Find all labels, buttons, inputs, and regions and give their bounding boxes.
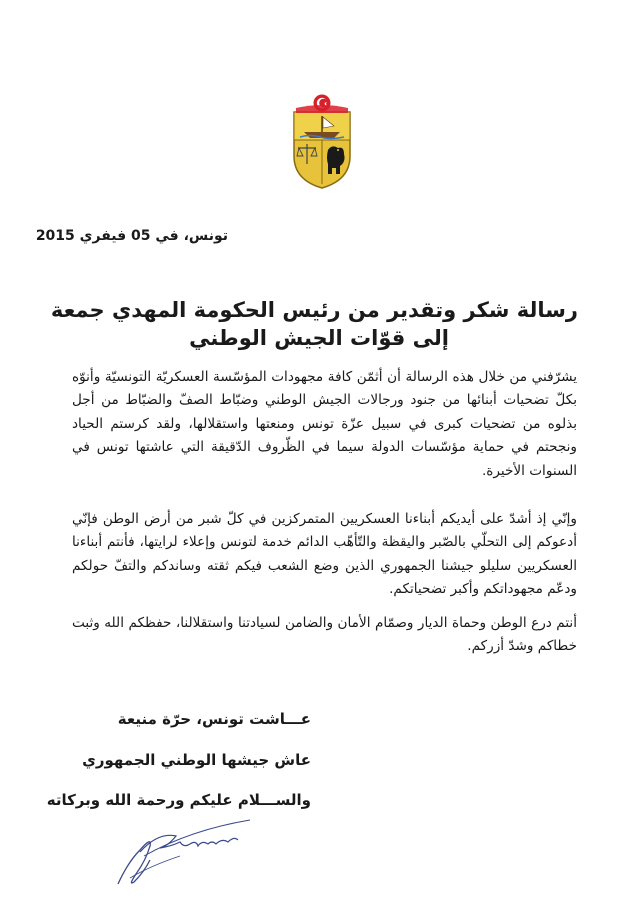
paragraph: يشرّفني من خلال هذه الرسالة أن أثمّن كافة مجهودات المؤسّسة العسكريّة التونسيّة وأنوّه بكلّ تضحيات أبنائها من جنود ورجالات الجيش الوطني وضبّاط الصفّ والضبّاط من أجل بذلوه من تضحيات كبرى في سبيل عزّة تونس ومنعتها واستقلالها، ولقد كرستم الحياد ونجحتم في حماية مؤسّسات الدولة سيما في الظّروف الدّقيقة التي عاشتها تونس في السنوات الأخيرة. — [72, 369, 577, 479]
letter-title: رسالة شكر وتقدير من رئيس الحكومة المهدي جمعة — [50, 298, 578, 322]
signature — [110, 812, 260, 892]
dateline: تونس، في 05 فيفري 2015 — [35, 228, 228, 244]
paragraph: أنتم درع الوطن وحماة الديار وصمّام الأمان والضامن لسيادتنا واستقلالنا، حفظكم الله وثبت خطاكم وشدّ أزركم. — [72, 615, 577, 655]
paragraph: وإنّي إذ أشدّ على أيديكم أبناءنا العسكريين المتمركزين في كلّ شبر من أرض الوطن فإنّي أدعوكم إلى التحلّي بالصّبر واليقظة والتّأهّب الدائم خدمة لتونس وإعلاء لرايتها، فأنتم أبناءنا العسكريين سليلو جيشنا الجمهوري الذين وضع الشعب فيكم ثقته وساندكم والتفّ حولكم ودعّم مجهوداتكم وأكبر تضحياتكم. — [72, 511, 577, 598]
closing-line: والســـلام عليكم ورحمة الله وبركاته — [46, 791, 311, 809]
closing-line: عاش جيشها الوطني الجمهوري — [82, 751, 311, 769]
letter-subtitle: إلى قوّات الجيش الوطني — [189, 326, 449, 350]
coat-of-arms-icon — [290, 104, 354, 190]
closing-line: عـــاشت تونس، حرّة منيعة — [117, 710, 311, 728]
